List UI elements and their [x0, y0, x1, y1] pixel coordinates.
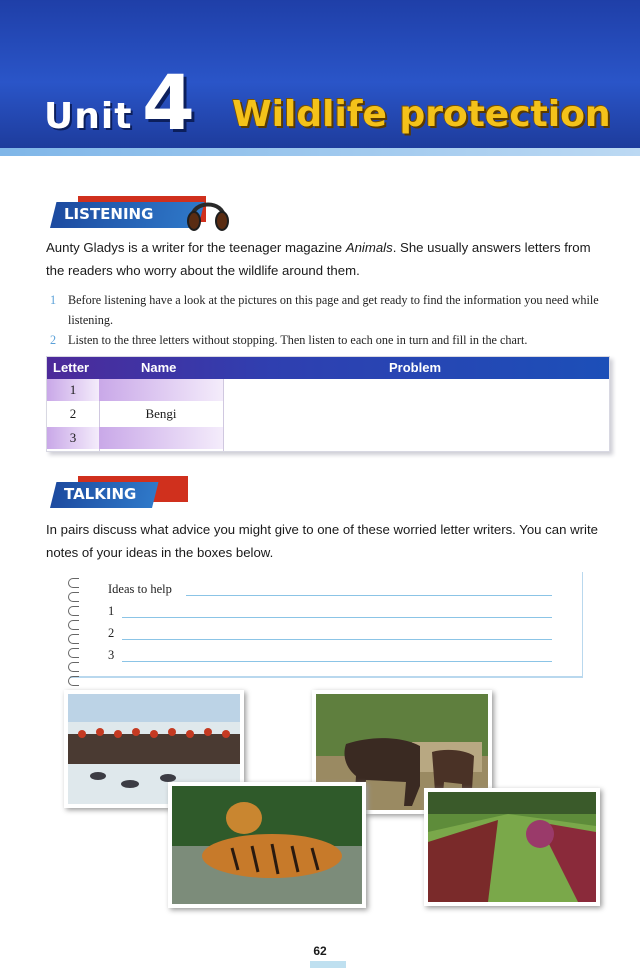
cell-letter: 2 [69, 406, 77, 421]
page-number-bar [310, 961, 346, 968]
table-row [47, 379, 609, 401]
cell-letter: 1 [47, 379, 99, 401]
cell-letter: 3 [47, 427, 99, 449]
unit-title: Wildlife protection [232, 94, 611, 135]
write-line[interactable] [122, 639, 552, 640]
banner-divider [0, 148, 640, 156]
garden-image [428, 792, 596, 902]
photo-tiger [168, 782, 366, 908]
write-line[interactable] [122, 617, 552, 618]
tiger-image [172, 786, 362, 904]
cell-name[interactable] [99, 379, 223, 401]
talking-label: TALKING [64, 485, 137, 503]
photo-garden [424, 788, 600, 906]
unit-number: 4 [142, 58, 195, 147]
letters-chart [46, 356, 610, 452]
note-line-3 [108, 648, 552, 662]
unit-label: Unit [44, 96, 133, 137]
notes-title-line [108, 582, 552, 596]
intro-text-2: . She usually answers letters from the readers who worry about the wildlife around them. [46, 240, 591, 278]
table-row [47, 427, 609, 449]
talking-tag [50, 476, 210, 506]
write-line[interactable] [122, 661, 552, 662]
note-line-1 [108, 604, 552, 618]
listening-label: LISTENING [64, 205, 154, 223]
cell-name[interactable]: Bengi [145, 406, 177, 421]
notes-title: Ideas to help [108, 582, 172, 596]
note-number: 1 [108, 604, 115, 618]
note-line-2 [108, 626, 552, 640]
write-line[interactable] [186, 595, 552, 596]
instruction-text: Listen to the three letters without stopping. Then listen to each one in turn and fill in the chart. [68, 333, 528, 347]
header-name: Name [141, 360, 177, 375]
spiral-binding-icon [68, 578, 82, 690]
instruction-number: 2 [50, 333, 57, 347]
note-number: 2 [108, 626, 115, 640]
instruction-text: Before listening have a look at the pictures on this page and get ready to find the information you need while listening. [68, 293, 599, 327]
cell-name[interactable] [99, 427, 223, 449]
listening-intro [46, 236, 612, 282]
talking-text: In pairs discuss what advice you might give to one of these worried letter writers. You can write notes of your ideas in the boxes below. [46, 522, 598, 560]
note-number: 3 [108, 648, 115, 662]
chart-header [47, 357, 609, 379]
intro-text-1: Aunty Gladys is a writer for the teenager magazine [46, 240, 346, 255]
instruction-number: 1 [50, 293, 57, 307]
header-letter: Letter [53, 360, 90, 375]
page-number: 62 [313, 944, 327, 958]
header-problem: Problem [389, 360, 442, 375]
magazine-name: Animals [345, 240, 393, 255]
notes-box[interactable] [70, 572, 583, 678]
table-row [47, 401, 609, 427]
headphones-icon [186, 194, 230, 232]
